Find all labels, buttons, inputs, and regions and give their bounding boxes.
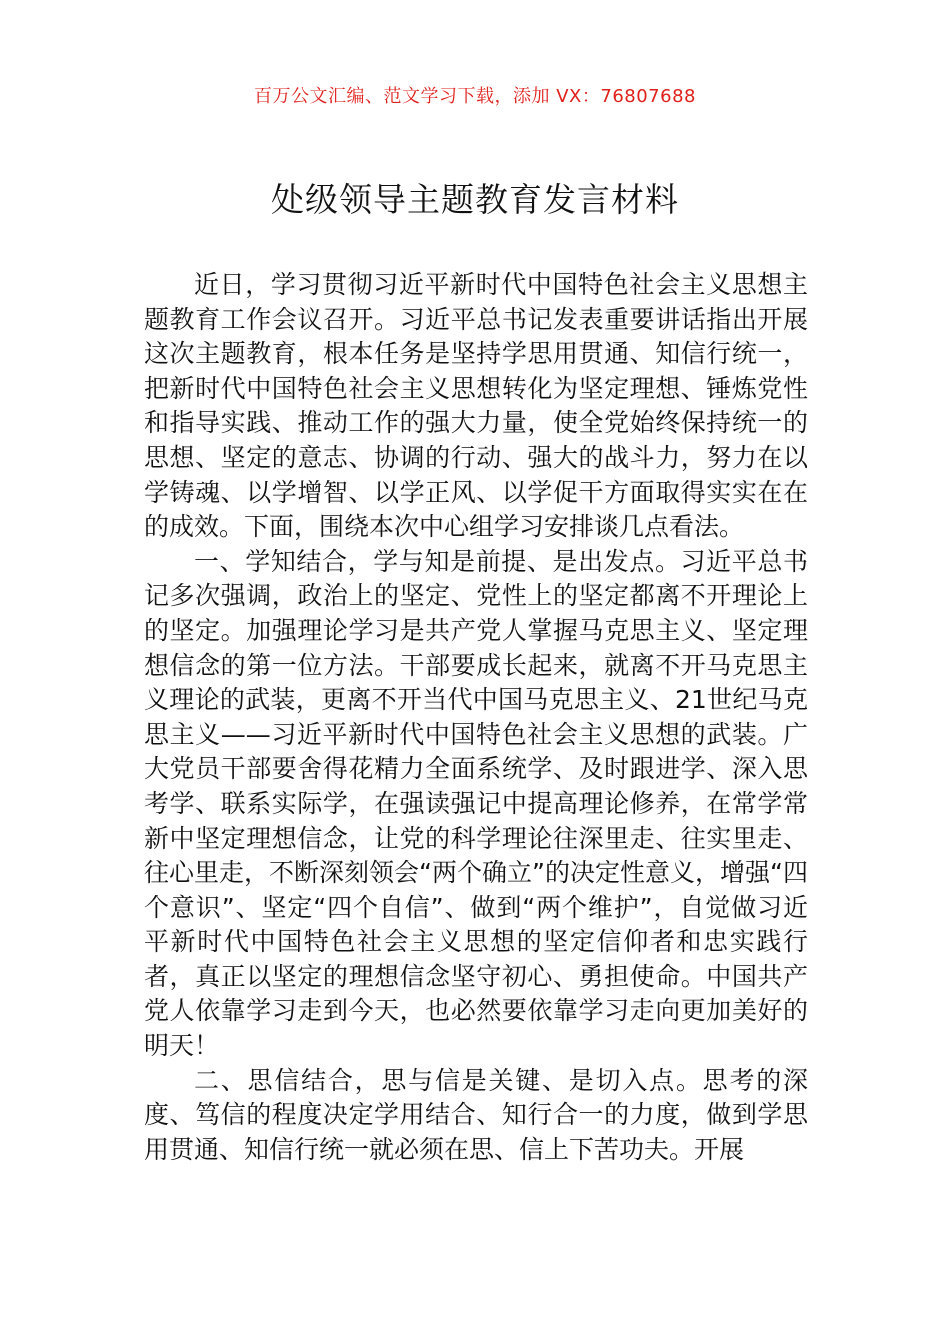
header-watermark-note: 百万公文汇编、范文学习下载，添加 VX：76807688 [254, 86, 696, 107]
document-body [144, 268, 808, 1167]
paragraph-intro: 近日，学习贯彻习近平新时代中国特色社会主义思想主题教育工作会议召开。习近平总书记发表重要讲话指出开展这次主题教育，根本任务是坚持学思用贯通、知信行统一，把新时代中国特色社会主义思想转化为坚定理想、锤炼党性和指导实践、推动工作的强大力量，使全党始终保持统一的思想、坚定的意志、协调的行动、强大的战斗力，努力在以学铸魂、以学增智、以学正风、以学促干方面取得实实在在的成效。下面，围绕本次中心组学习安排谈几点看法。 [144, 270, 808, 542]
document-title: 处级领导主题教育发言材料 [271, 180, 679, 219]
paragraph-section-two: 二、思信结合，思与信是关键、是切入点。思考的深度、笃信的程度决定学用结合、知行合一的力度，做到学思用贯通、知信行统一就必须在思、信上下苦功夫。开展 [144, 1065, 808, 1164]
paragraph-section-one: 一、学知结合，学与知是前提、是出发点。习近平总书记多次强调，政治上的坚定、党性上的坚定都离不开理论上的坚定。加强理论学习是共产党人掌握马克思主义、坚定理想信念的第一位方法。干部要成长起来，就离不开马克思主义理论的武装，更离不开当代中国马克思主义、21世纪马克思主义——习近平新时代中国特色社会主义思想的武装。广大党员干部要舍得花精力全面系统学、及时跟进学、深入思考学、联系实际学，在强读强记中提高理论修养，在常学常新中坚定理想信念，让党的科学理论往深里走、往实里走、往心里走，不断深刻领会“两个确立”的决定性意义，增强“四个意识”、坚定“四个自信”、做到“两个维护”，自觉做习近平新时代中国特色社会主义思想的坚定信仰者和忠实践行者，真正以坚定的理想信念坚守初心、勇担使命。中国共产党人依靠学习走到今天，也必然要依靠学习走向更加美好的明天！ [144, 546, 808, 1061]
